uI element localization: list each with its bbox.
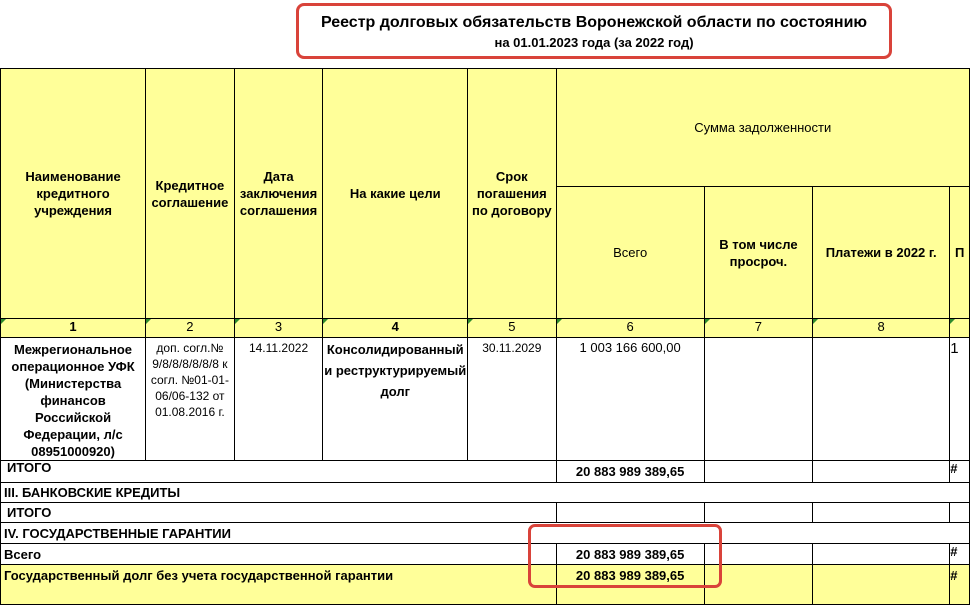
debt-register-table <box>0 68 970 605</box>
vsego-cut: # <box>950 544 970 565</box>
column-number-row <box>1 319 970 338</box>
row-total: 1 003 166 600,00 <box>556 338 704 461</box>
table-row <box>1 338 970 461</box>
col-number: 5 <box>468 319 556 338</box>
header-purpose: На какие цели <box>323 69 468 319</box>
repayment-term: 30.11.2029 <box>468 338 556 461</box>
header-cut-column: П <box>950 187 970 319</box>
col-number: 6 <box>556 319 704 338</box>
title-highlight-box <box>296 3 892 59</box>
col-number: 7 <box>704 319 812 338</box>
itogo-cut: # <box>950 461 970 483</box>
vsego-row <box>1 544 970 565</box>
creditor-name: Межрегиональное операционное УФК (Министерства финансов Российской Федерации, л/с 08951000920) <box>1 338 146 461</box>
agreement-date: 14.11.2022 <box>234 338 323 461</box>
state-debt-cut: # <box>950 565 970 605</box>
row-cut-value: 1 <box>950 338 970 461</box>
section-state-guarantees: IV. ГОСУДАРСТВЕННЫЕ ГАРАНТИИ <box>1 523 970 544</box>
col-number: 4 <box>323 319 468 338</box>
header-creditor: Наименование кредитного учреждения <box>1 69 146 319</box>
section-row <box>1 523 970 544</box>
vsego-label: Всего <box>1 544 557 565</box>
itogo-label: ИТОГО <box>1 503 557 523</box>
col-number: 3 <box>234 319 323 338</box>
state-debt-label: Государственный долг без учета государственной гарантии <box>1 565 557 605</box>
section-bank-credits: III. БАНКОВСКИЕ КРЕДИТЫ <box>1 483 970 503</box>
section-row <box>1 483 970 503</box>
agreement-text: доп. согл.№ 9/8/8/8/8/8/8 к согл. №01-01-06/06-132 от 01.08.2016 г. <box>146 338 235 461</box>
itogo-row <box>1 461 970 483</box>
header-debt-sum: Сумма задолженности <box>556 69 970 187</box>
header-agreement: Кредитное соглашение <box>146 69 235 319</box>
itogo-row <box>1 503 970 523</box>
itogo-label: ИТОГО <box>1 461 557 483</box>
header-term: Срок погашения по договору <box>468 69 556 319</box>
header-payments-2022: Платежи в 2022 г. <box>813 187 950 319</box>
header-total: Всего <box>556 187 704 319</box>
header-overdue: В том числе просроч. <box>704 187 812 319</box>
report-title: Реестр долговых обязательств Воронежской области по состоянию <box>320 14 868 31</box>
state-debt-total: 20 883 989 389,65 <box>556 565 704 605</box>
state-debt-row <box>1 565 970 605</box>
loan-purpose: Консолидированный и реструктурируемый долг <box>323 338 468 461</box>
header-date: Дата заключения соглашения <box>234 69 323 319</box>
col-number: 1 <box>1 319 146 338</box>
vsego-total: 20 883 989 389,65 <box>556 544 704 565</box>
report-subtitle: на 01.01.2023 года (за 2022 год) <box>494 35 694 50</box>
col-number: 8 <box>813 319 950 338</box>
itogo-total: 20 883 989 389,65 <box>556 461 704 483</box>
col-number: 2 <box>146 319 235 338</box>
